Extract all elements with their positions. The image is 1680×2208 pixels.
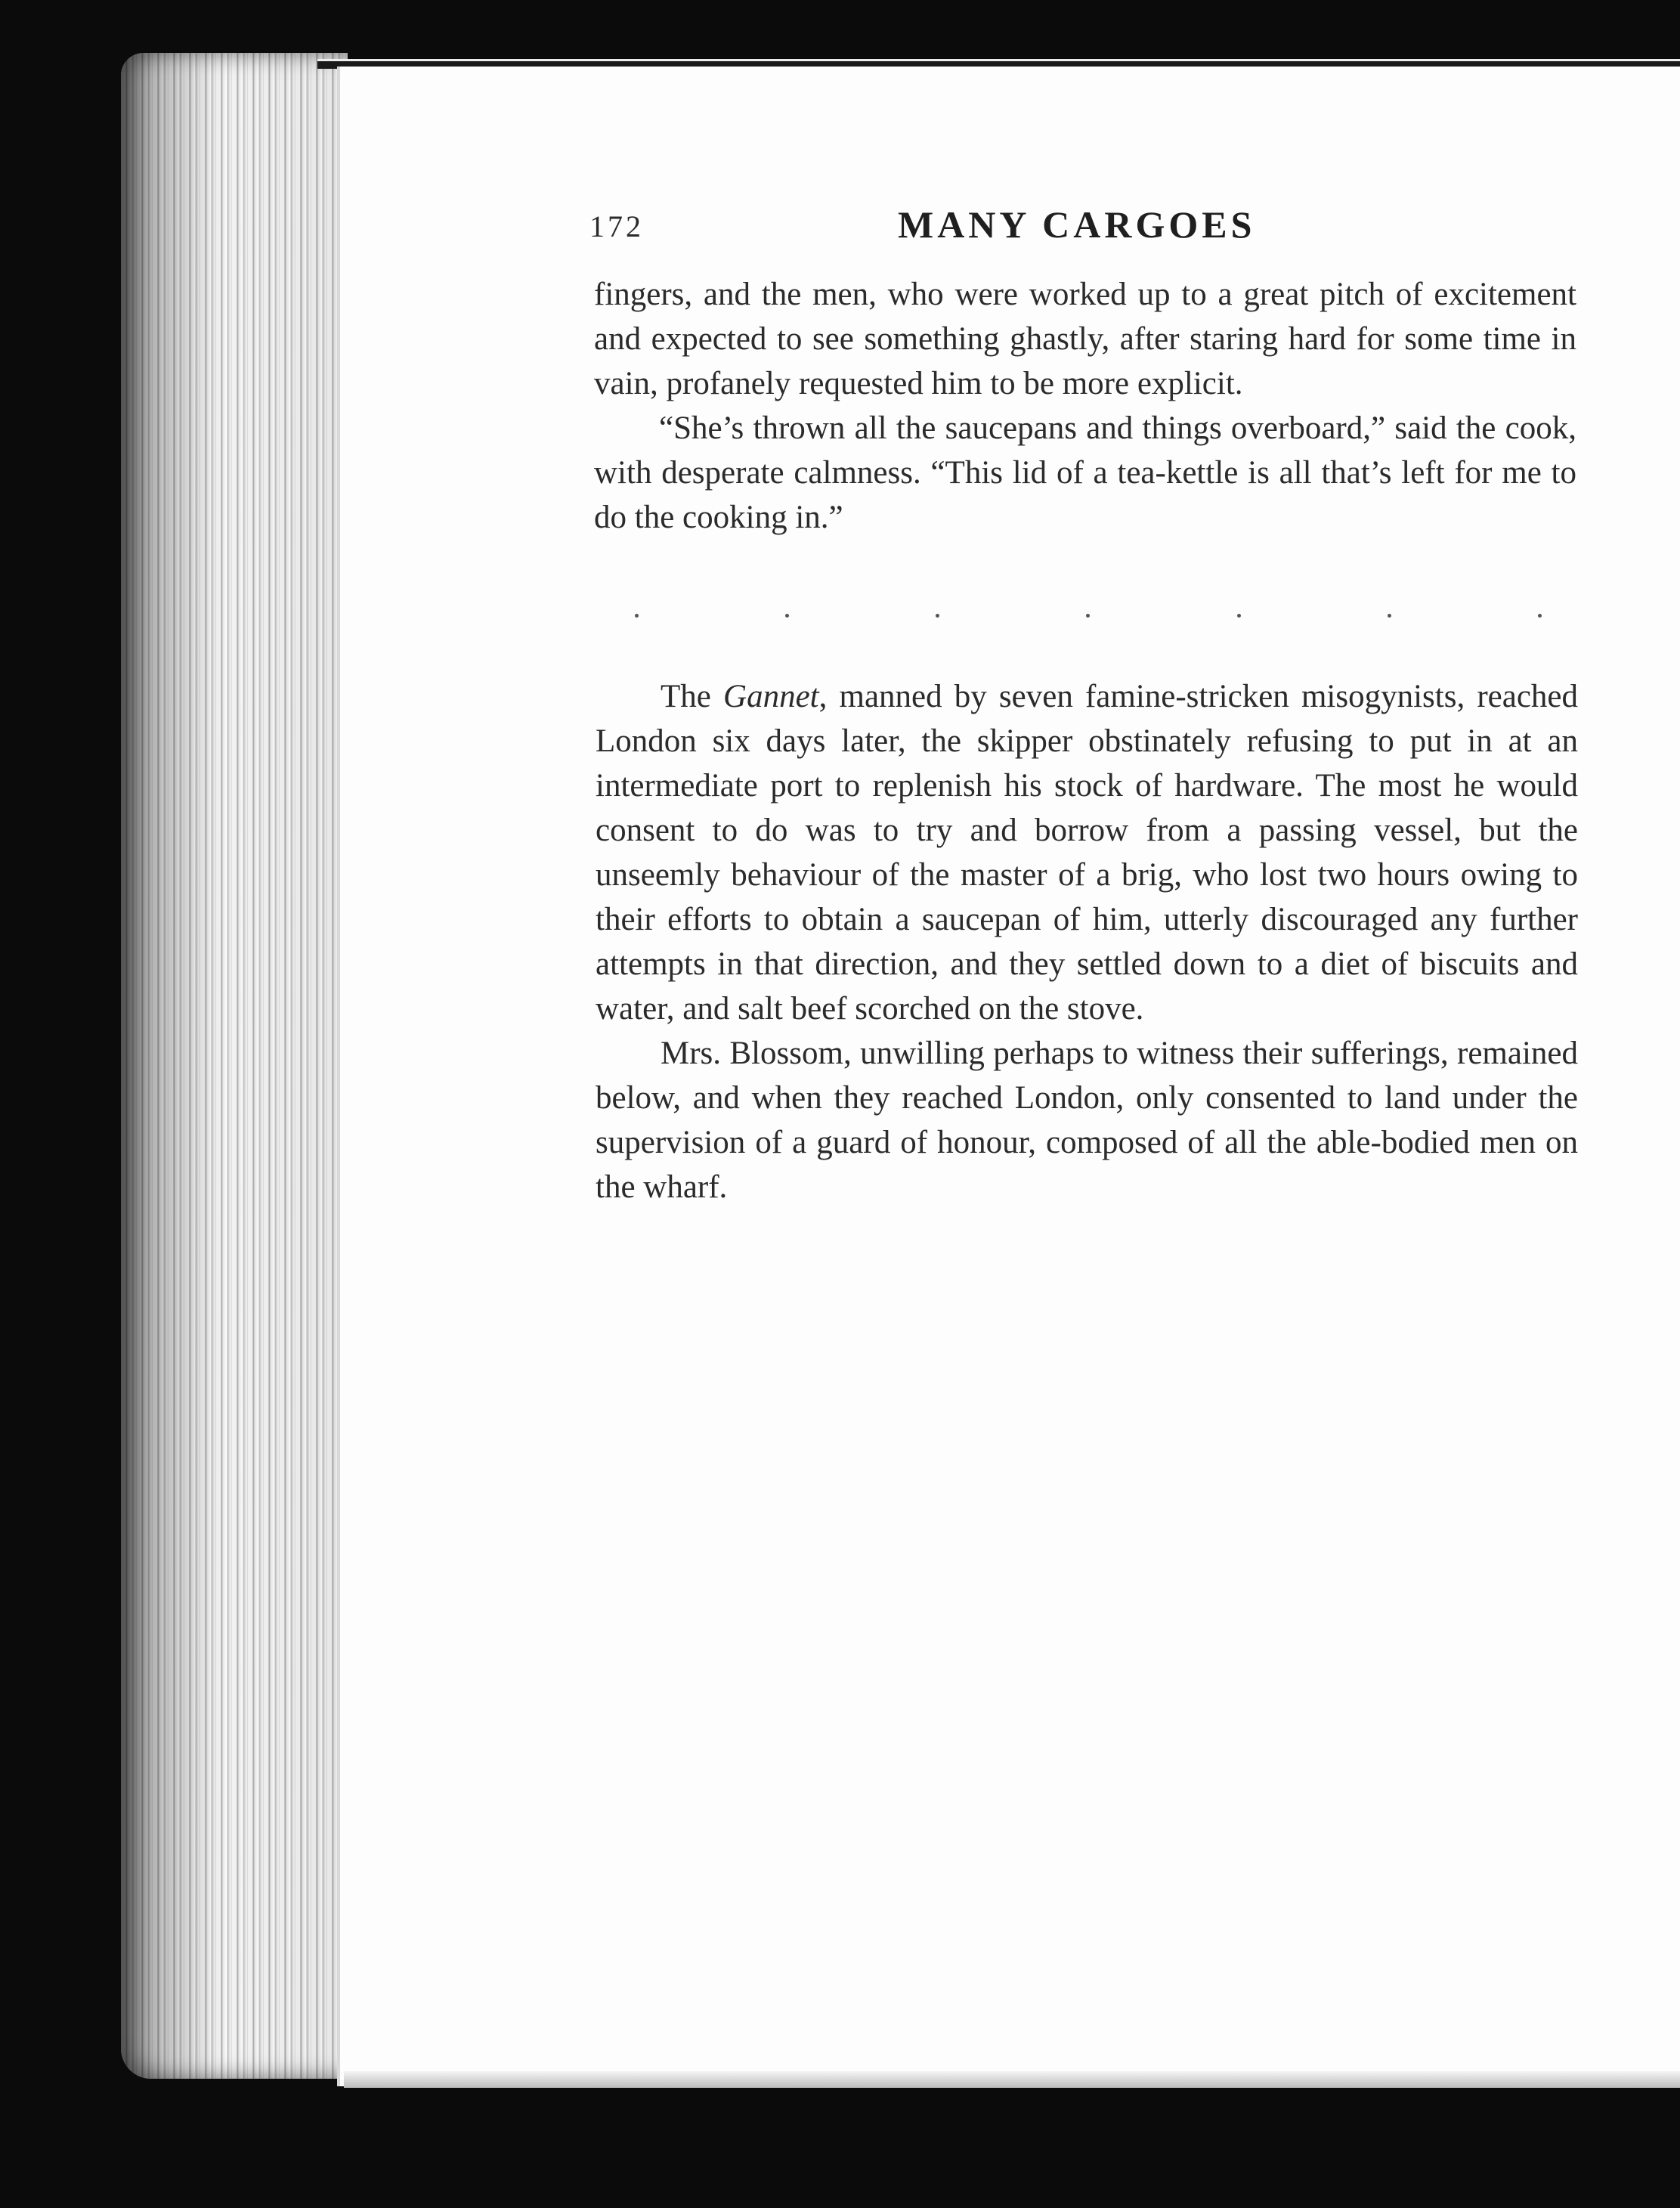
section-break-dot bbox=[1086, 614, 1090, 618]
section-break bbox=[635, 614, 1542, 644]
page-edge-shadow bbox=[121, 53, 348, 2079]
body-text-top bbox=[594, 272, 1576, 540]
section-break-dot bbox=[1538, 614, 1542, 618]
paragraph-gannet-before: The bbox=[661, 679, 724, 714]
section-break-dot bbox=[1388, 614, 1391, 618]
section-break-dot bbox=[635, 614, 639, 618]
section-break-dot bbox=[1237, 614, 1241, 618]
section-break-dot bbox=[936, 614, 939, 618]
page-bottom-edge bbox=[344, 2071, 1680, 2088]
paragraph: “She’s thrown all the saucepans and things overboard,” said the cook, with desperate calmness. “This lid of a tea-kettle is all that’s left for me to do the cooking in.” bbox=[594, 410, 1576, 535]
paragraph-last: Mrs. Blossom, unwilling perhaps to witness their sufferings, remained below, and when they reached London, only consented to land under the supervision of a guard of honour, composed of all the able-bodied men on the wharf. bbox=[596, 1036, 1578, 1205]
ship-name: Gannet bbox=[723, 679, 819, 714]
body-text-bottom bbox=[596, 674, 1578, 1209]
running-title: MANY CARGOES bbox=[898, 203, 1256, 246]
paragraph: fingers, and the men, who were worked up to a great pitch of excitement and expected to see something ghastly, after staring hard for some time in vain, profanely requested him to be more explicit. bbox=[594, 277, 1576, 401]
section-break-dot bbox=[785, 614, 789, 618]
page-number: 172 bbox=[589, 209, 644, 243]
paragraph-gannet bbox=[596, 674, 1578, 1031]
page-header bbox=[589, 203, 1572, 255]
paragraph-gannet-after: , manned by seven famine-stricken misogynists, reached London six days later, the skipper obstinately refusing to put in at an intermediate port to replenish his stock of hardware. The most he would consent to do was to try and borrow from a passing vessel, but the unseemly behaviour of the master of a brig, who lost two hours owing to their efforts to obtain a saucepan of him, utterly discouraged any further attempts in that direction, and they settled down to a diet of biscuits and water, and salt beef scorched on the stove. bbox=[596, 679, 1578, 1027]
